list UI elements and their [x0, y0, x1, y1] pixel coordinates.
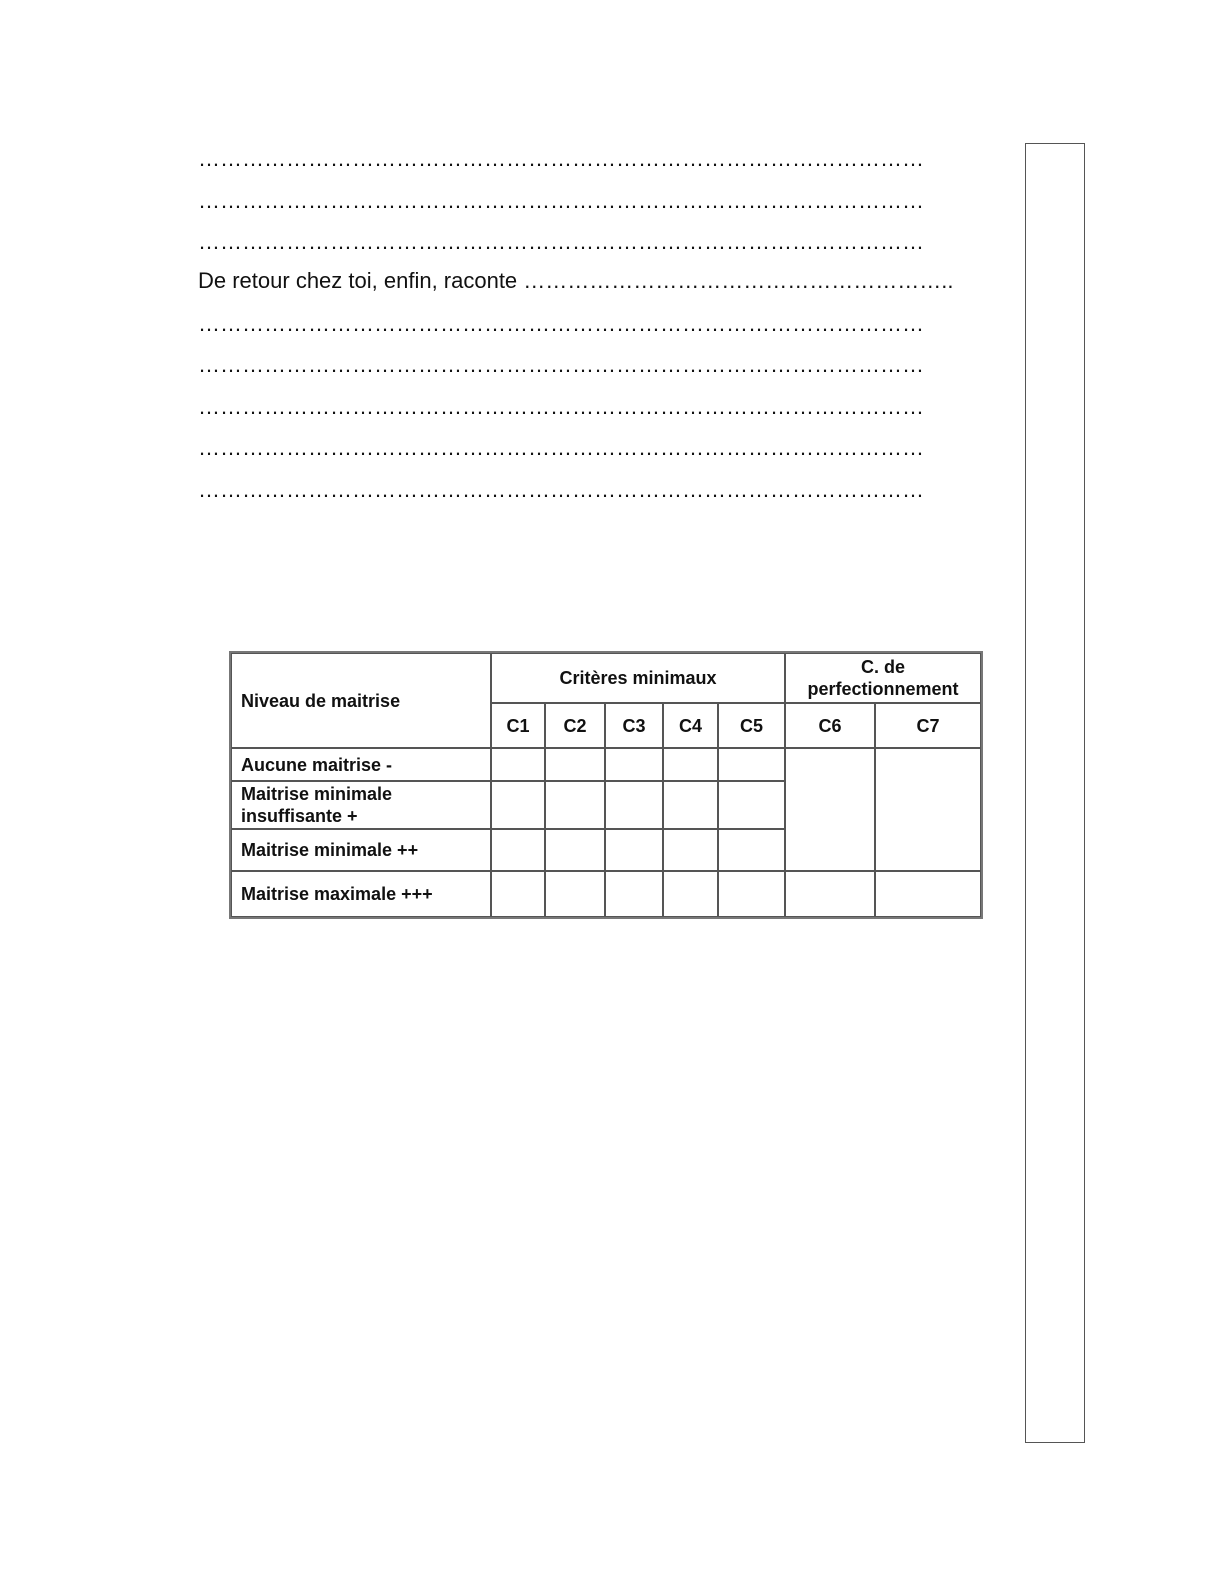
- criterion-c2-header: C2: [545, 703, 605, 748]
- grid-cell[interactable]: [663, 781, 718, 829]
- grid-cell-c7-merged[interactable]: [875, 748, 981, 871]
- assessment-grid: [229, 651, 983, 919]
- grid-cell[interactable]: [545, 871, 605, 917]
- grid-cell[interactable]: [605, 781, 663, 829]
- grid-cell[interactable]: [545, 748, 605, 781]
- grid-cell[interactable]: [545, 781, 605, 829]
- level-maximal-label: Maitrise maximale +++: [231, 871, 491, 917]
- grid-cell[interactable]: [491, 829, 545, 871]
- grid-cell[interactable]: [605, 829, 663, 871]
- level-insufficient-label: Maitrise minimale insuffisante +: [231, 781, 491, 829]
- grid-cell[interactable]: [491, 871, 545, 917]
- writing-prompt-line: De retour chez toi, enfin, raconte …………………………………………………..: [198, 268, 954, 293]
- grid-cell[interactable]: [718, 781, 785, 829]
- writing-line: ………………………………………………………………………………………: [198, 435, 924, 460]
- writing-line: ………………………………………………………………………………………: [198, 188, 924, 213]
- grid-cell[interactable]: [545, 829, 605, 871]
- grid-cell[interactable]: [491, 781, 545, 829]
- perfection-criteria-header: C. de perfectionnement: [785, 653, 981, 703]
- level-minimal-label: Maitrise minimale ++: [231, 829, 491, 871]
- grid-cell[interactable]: [718, 748, 785, 781]
- grid-cell[interactable]: [605, 871, 663, 917]
- page-margin-box: [1025, 143, 1085, 1443]
- grid-cell[interactable]: [491, 748, 545, 781]
- criterion-c4-header: C4: [663, 703, 718, 748]
- grid-cell[interactable]: [663, 748, 718, 781]
- criterion-c5-header: C5: [718, 703, 785, 748]
- writing-line: ………………………………………………………………………………………: [198, 394, 924, 419]
- level-none-label: Aucune maitrise -: [231, 748, 491, 781]
- grid-cell[interactable]: [663, 829, 718, 871]
- grid-cell[interactable]: [663, 871, 718, 917]
- writing-line: ………………………………………………………………………………………: [198, 229, 924, 254]
- writing-line: ………………………………………………………………………………………: [198, 477, 924, 502]
- minimal-criteria-header: Critères minimaux: [491, 653, 785, 703]
- grid-cell[interactable]: [718, 829, 785, 871]
- writing-line: ………………………………………………………………………………………: [198, 311, 924, 336]
- criterion-c1-header: C1: [491, 703, 545, 748]
- criterion-c6-header: C6: [785, 703, 875, 748]
- grid-cell[interactable]: [718, 871, 785, 917]
- grid-cell-c6-merged[interactable]: [785, 748, 875, 871]
- writing-line: ………………………………………………………………………………………: [198, 352, 924, 377]
- writing-line: ………………………………………………………………………………………: [198, 146, 924, 171]
- criterion-c3-header: C3: [605, 703, 663, 748]
- grid-cell[interactable]: [875, 871, 981, 917]
- grid-cell[interactable]: [605, 748, 663, 781]
- criterion-c7-header: C7: [875, 703, 981, 748]
- grid-cell[interactable]: [785, 871, 875, 917]
- level-header: Niveau de maitrise: [231, 653, 491, 748]
